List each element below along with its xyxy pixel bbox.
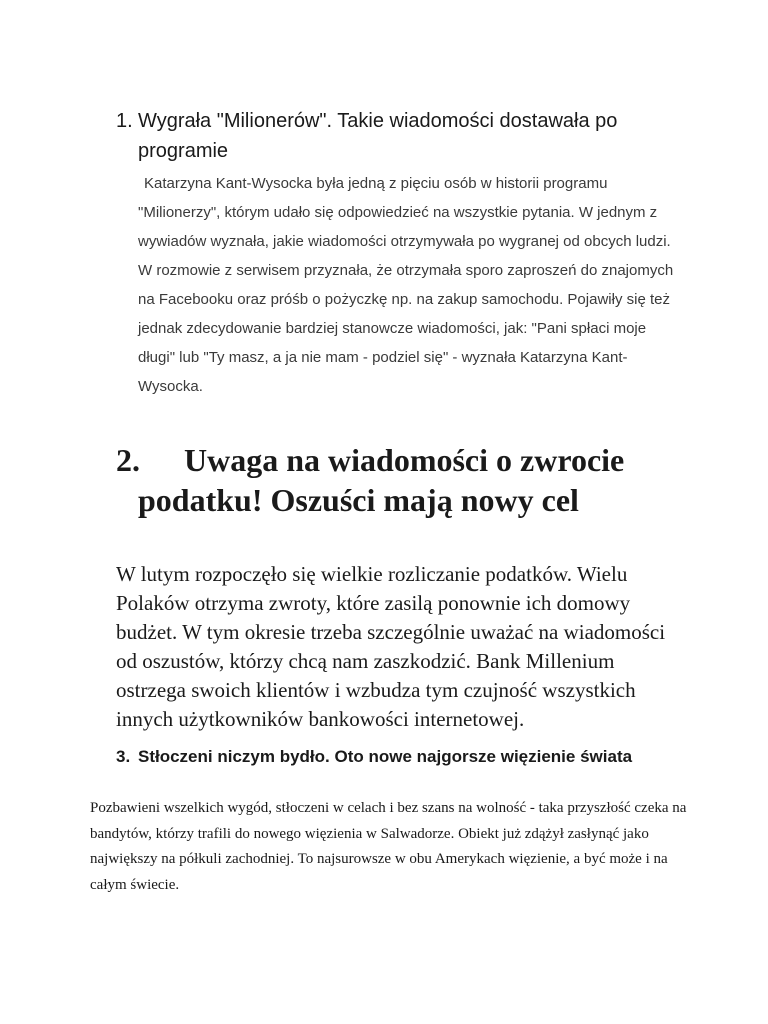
section-2-heading xyxy=(116,440,696,520)
section-3-title: Stłoczeni niczym bydło. Oto nowe najgorsze więzienie świata xyxy=(138,747,633,766)
section-1-body: Katarzyna Kant-Wysocka była jedną z pięciu osób w historii programu "Milionerzy", którym udało się odpowiedzieć na wszystkie pytania. W jednym z wywiadów wyznała, jakie wiadomości otrzymywała po wygranej od obcych ludzi. W rozmowie z serwisem przyznała, że otrzymała sporo zaproszeń do znajomych na Facebooku oraz próśb o pożyczkę np. na zakup samochodu. Pojawiły się też jednak zdecydowanie bardziej stanowcze wiadomości, jak: "Pani spłaci moje długi" lub "Ty masz, a ja nie mam - podziel się" - wyznała Katarzyna Kant-Wysocka. xyxy=(138,175,674,395)
section-2-number: 2. xyxy=(116,442,140,478)
section-2-body: W lutym rozpoczęło się wielkie rozliczanie podatków. Wielu Polaków otrzyma zwroty, które zasilą ponownie ich domowy budżet. W tym okresie trzeba szczególnie uważać na wiadomości od oszustów, którzy chcą nam zaszkodzić. Bank Millenium ostrzega swoich klientów i wzbudza tym czujność wszystkich innych użytkowników bankowości internetowej. xyxy=(116,562,666,731)
section-1-heading xyxy=(116,106,676,166)
section-3-heading xyxy=(116,744,676,769)
section-3-body: Pozbawieni wszelkich wygód, stłoczeni w celach i bez szans na wolność - taka przyszłość czeka na bandytów, którzy trafili do nowego więzienia w Salwadorze. Obiekt już zdążył zasłynąć jako największy na półkuli zachodniej. To najsurowsze w obu Amerykach więzienie, a być może i na całym świecie. xyxy=(90,800,687,893)
section-1-title: Wygrała "Milionerów". Takie wiadomości dostawała po programie xyxy=(138,110,618,162)
section-1-number: 1. xyxy=(116,110,133,132)
section-3-number: 3. xyxy=(116,747,131,766)
section-2-title: Uwaga na wiadomości o zwrocie podatku! Oszuści mają nowy cel xyxy=(138,442,625,518)
